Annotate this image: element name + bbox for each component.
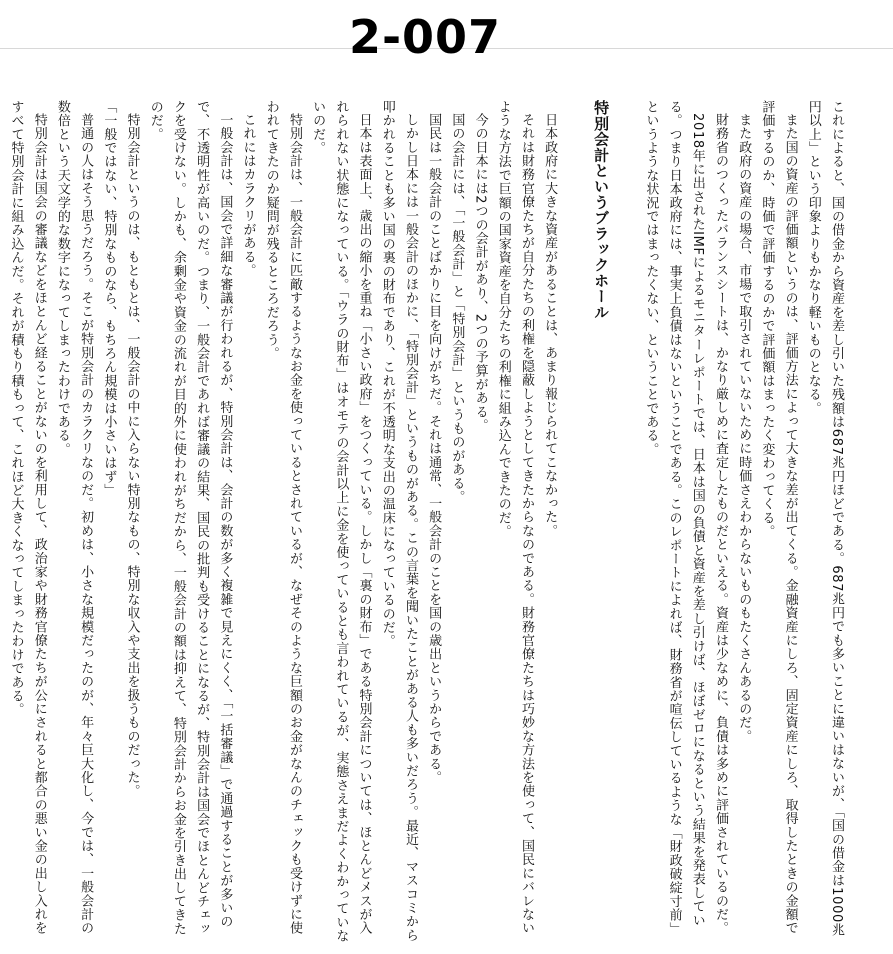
page-header: [0, 0, 893, 64]
body-paragraph: 「一般ではない、特別なものなら、もちろん規模は小さいはず」: [101, 100, 117, 498]
body-paragraph: また国の資産の評価額というのは、評価方法によって大きな差が出てくる。金融資産にしろ、固定資産にしろ、取得したときの金額で評価するのか、時価で評価するのかで評価額はまったく変わってくる。: [759, 100, 798, 935]
body-paragraph: 日本政府に大きな資産があることは、あまり報じられてこなかった。: [542, 113, 558, 538]
body-paragraph: 特別会計は国会の審議などをほとんど経ることがないのを利用して、政治家や財務官僚たちが公にされると都合の悪い金の出し入れをすべて特別会計に組み込んだ。それが積もり積もって、これほど大きくなってしまったわけである。: [8, 100, 47, 935]
body-paragraph: これにはカラクリがある。: [240, 113, 256, 278]
body-paragraph: しかし日本には一般会計のほかに、「特別会計」というものがある。この言葉を聞いたことがある人も多いだろう。最近、マスコミから叩かれることも多い国の裏の財布であり、これが不透明な支出の温床になっているのだ。: [379, 100, 418, 943]
body-paragraph: 2018年に出されたIMFによるモニターレポートでは、日本は国の負債と資産を差し引けば、ほぼゼロになるという結果を発表している。つまり日本政府には、事実上負債はないということである。このレポートによれば、財務省が喧伝しているような「財政破綻寸前」というような状況ではまったくない、ということである。: [643, 100, 705, 936]
body-paragraph: また政府の資産の場合、市場で取引されていないために時価さえわからないものもたくさんあるのだ。: [736, 113, 752, 744]
body-paragraph: 国民は一般会計のことばかりに目を向けがちだ。それは通常、一般会計のことを国の歳出というからである。: [426, 113, 442, 785]
body-paragraph: これによると、国の借金から資産を差し引いた残額は687兆円ほどである。687兆円でも多いことに違いはないが、「国の借金は1000兆円以上」という印象よりもかなり軽いものとなる。: [805, 100, 844, 937]
body-paragraph: 国の会計には、「一般会計」と「特別会計」というものがある。: [449, 113, 465, 504]
body-paragraph: それは財務官僚たちが自分たちの利権を隠蔽しようとしてきたからなのである。財務官僚たちは巧妙な方法を使って、国民にバレないような方法で巨額の国家資産を自分たちの利権に組み込んできたのだ。: [495, 100, 534, 935]
page-number: 2-007: [348, 10, 502, 64]
body-paragraph: 今の日本には2つの会計があり、2つの予算がある。: [472, 113, 488, 433]
body-paragraph: 特別会計というのは、もともとは、一般会計の中に入らない特別なもの、特別な収入や支出を扱うものだった。: [124, 113, 140, 798]
body-paragraph: 一般会計は、国会で詳細な審議が行われるが、特別会計は、会計の数が多く複雑で見えにくく、「一括審議」で通過することが多いので、不透明性が高いのだ。つまり、一般会計であれば審議の結果、国民の批判も受けることになるが、特別会計は国会でほとんどチェックを受けない。しかも、余剰金や資金の流れが目的外に使われがちだから、一般会計の額は抑えて、特別会計からお金を引き出してきたのだ。: [147, 100, 233, 936]
vertical-text-body: [8, 100, 848, 945]
section-heading: 特別会計というブラックホール: [592, 100, 611, 320]
body-paragraph: 普通の人はそう思うだろう。そこが特別会計のカラクリなのだ。初めは、小さな規模だったのが、年々巨大化し、今では、一般会計の数倍という天文学的な数字になってしまったわけである。: [54, 100, 94, 935]
body-paragraph: 特別会計は、一般会計に匹敵するようなお金を使っているとされているが、なぜそのような巨額のお金がなんのチェックも受けずに使われてきたのか疑問が残るところだろう。: [263, 100, 302, 935]
body-paragraph: 日本は表面上、歳出の縮小を重ね「小さい政府」をつくっている。しかし「裏の財布」である特別会計については、ほとんどメスが入れられない状態になっている。「ウラの財布」はオモテの会計以上に金を使っているとも言われているが、実態さえまだよくわかっていないのだ。: [310, 100, 372, 943]
body-paragraph: 財務省のつくったバランスシートは、かなり厳しめに査定したものだといえる。資産は少なめに、負債は多めに評価されているのだ。: [712, 113, 728, 935]
